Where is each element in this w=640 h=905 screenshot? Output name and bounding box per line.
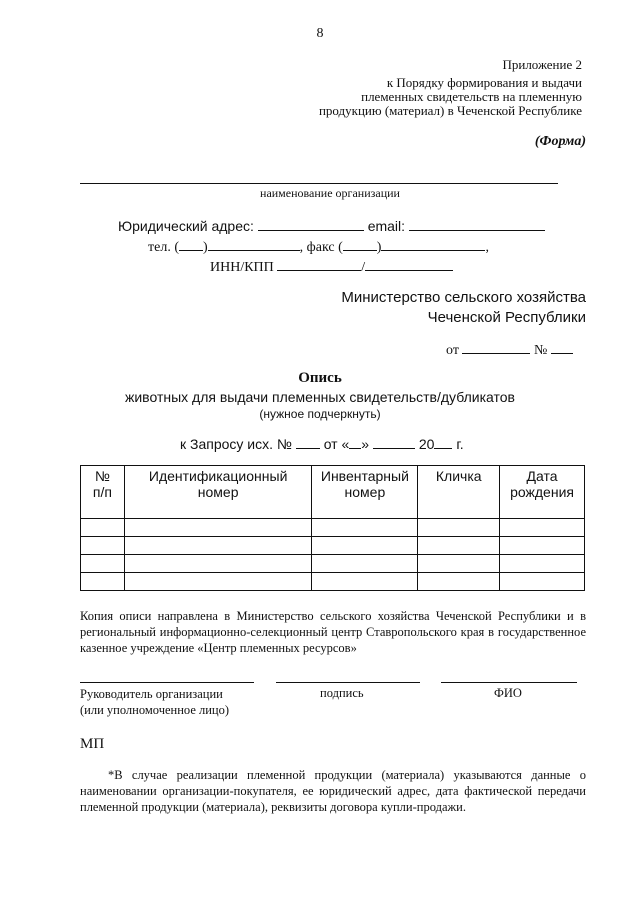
phone-label: тел. ( [148, 240, 179, 255]
fax-number-field[interactable] [381, 236, 485, 251]
col-header-id-number: Идентификационный номер [124, 466, 312, 519]
org-name-caption: наименование организации [260, 186, 400, 200]
appendix-line-2: племенных свидетельств на племенную [361, 89, 582, 104]
table-cell[interactable] [124, 573, 312, 591]
table-cell[interactable] [124, 537, 312, 555]
ministry-recipient [286, 288, 586, 328]
query-year-field[interactable] [434, 434, 452, 449]
ministry-line-1: Министерство сельского хозяйства [341, 289, 586, 306]
col-header-birth-date: Дата рождения [500, 466, 585, 519]
email-label: email: [367, 218, 406, 234]
table-cell[interactable] [312, 537, 418, 555]
table-cell[interactable] [500, 519, 585, 537]
stamp-placeholder: МП [80, 736, 105, 752]
query-year-prefix: 20 [418, 436, 435, 452]
table-cell[interactable] [500, 555, 585, 573]
query-day-field[interactable] [349, 434, 361, 449]
inn-kpp-label: ИНН/КПП [210, 260, 274, 275]
form-label: (Форма) [534, 134, 586, 149]
col-header-inventory-number: Инвентарный номер [312, 466, 418, 519]
phone-fax-row [148, 236, 489, 256]
document-subtitle: животных для выдачи племенных свидетельств/дубликатов [125, 389, 515, 405]
ot-label: от [446, 343, 459, 358]
table-cell[interactable] [312, 555, 418, 573]
table-cell[interactable] [312, 573, 418, 591]
signature-label: подпись [320, 686, 364, 700]
head-label-line-1: Руководитель организации [80, 687, 223, 701]
address-email-row [118, 216, 545, 234]
appendix-line-3: продукцию (материал) в Чеченской Республике [318, 103, 582, 118]
table-header-row [81, 466, 585, 519]
fax-label: , факс ( [299, 240, 343, 255]
ministry-line-2: Чеченской Республики [427, 309, 586, 326]
table-cell[interactable] [124, 519, 312, 537]
table-row [81, 537, 585, 555]
footnote: *В случае реализации племенной продукции (материала) указываются данные о наименовании организации-покупателя, ее юридический адрес, дата фактической передачи племенной продукции (материала), реквизиты договора купли-продажи. [80, 768, 586, 814]
table-cell[interactable] [418, 519, 500, 537]
inn-kpp-slash: / [361, 260, 366, 275]
query-number-field[interactable] [296, 434, 320, 449]
head-label [80, 686, 229, 718]
table-cell[interactable] [81, 519, 125, 537]
query-close-quote: » [361, 436, 370, 452]
table-cell[interactable] [418, 537, 500, 555]
animals-table [80, 465, 585, 591]
legal-address-field[interactable] [258, 216, 364, 231]
col-header-number: № п/п [81, 466, 125, 519]
document-title: Опись [298, 370, 342, 386]
org-name-line[interactable] [80, 183, 558, 184]
phone-code-field[interactable] [179, 236, 203, 251]
table-cell[interactable] [418, 573, 500, 591]
appendix-title: Приложение 2 [502, 57, 582, 72]
legal-address-label: Юридический адрес: [118, 218, 254, 234]
phone-number-field[interactable] [208, 236, 300, 251]
fax-paren-close: ) [376, 240, 382, 255]
subtitle-note: (нужное подчеркнуть) [259, 407, 381, 421]
copy-notice: Копия описи направлена в Министерство сельского хозяйства Чеченской Республики и в региональный информационно-селекционный центр Ставропольского края в государственное казенное учреждение «Центр племенных ресурсов» [80, 609, 586, 655]
table-cell[interactable] [81, 573, 125, 591]
appendix-line-1: к Порядку формирования и выдачи [386, 75, 582, 90]
phone-paren-close: ) [202, 240, 208, 255]
full-name-label: ФИО [494, 686, 522, 700]
table-cell[interactable] [500, 573, 585, 591]
table-cell[interactable] [312, 519, 418, 537]
table-cell[interactable] [500, 537, 585, 555]
col-header-nickname: Кличка [418, 466, 500, 519]
appendix-header [282, 58, 582, 118]
query-prefix: к Запросу исх. № [180, 436, 292, 452]
table-row [81, 573, 585, 591]
table-row [81, 555, 585, 573]
signature-line[interactable] [276, 682, 420, 683]
head-signature-line[interactable] [80, 682, 254, 683]
table-cell[interactable] [418, 555, 500, 573]
date-field[interactable] [462, 339, 530, 354]
page-number: 8 [316, 26, 324, 41]
date-number-row [446, 339, 573, 359]
fax-comma: , [485, 240, 489, 255]
query-reference-row [180, 434, 464, 452]
number-sign: № [533, 343, 548, 358]
table-row [81, 519, 585, 537]
query-month-field[interactable] [373, 434, 415, 449]
table-cell[interactable] [81, 555, 125, 573]
table-cell[interactable] [124, 555, 312, 573]
inn-kpp-row [210, 256, 453, 276]
head-label-line-2: (или уполномоченное лицо) [80, 703, 230, 717]
inn-field[interactable] [277, 256, 361, 271]
kpp-field[interactable] [365, 256, 453, 271]
query-ot-label: от « [323, 436, 350, 452]
full-name-line[interactable] [441, 682, 577, 683]
email-field[interactable] [409, 216, 545, 231]
table-cell[interactable] [81, 537, 125, 555]
query-year-suffix: г. [456, 436, 464, 452]
fax-code-field[interactable] [343, 236, 377, 251]
number-field[interactable] [551, 339, 573, 354]
